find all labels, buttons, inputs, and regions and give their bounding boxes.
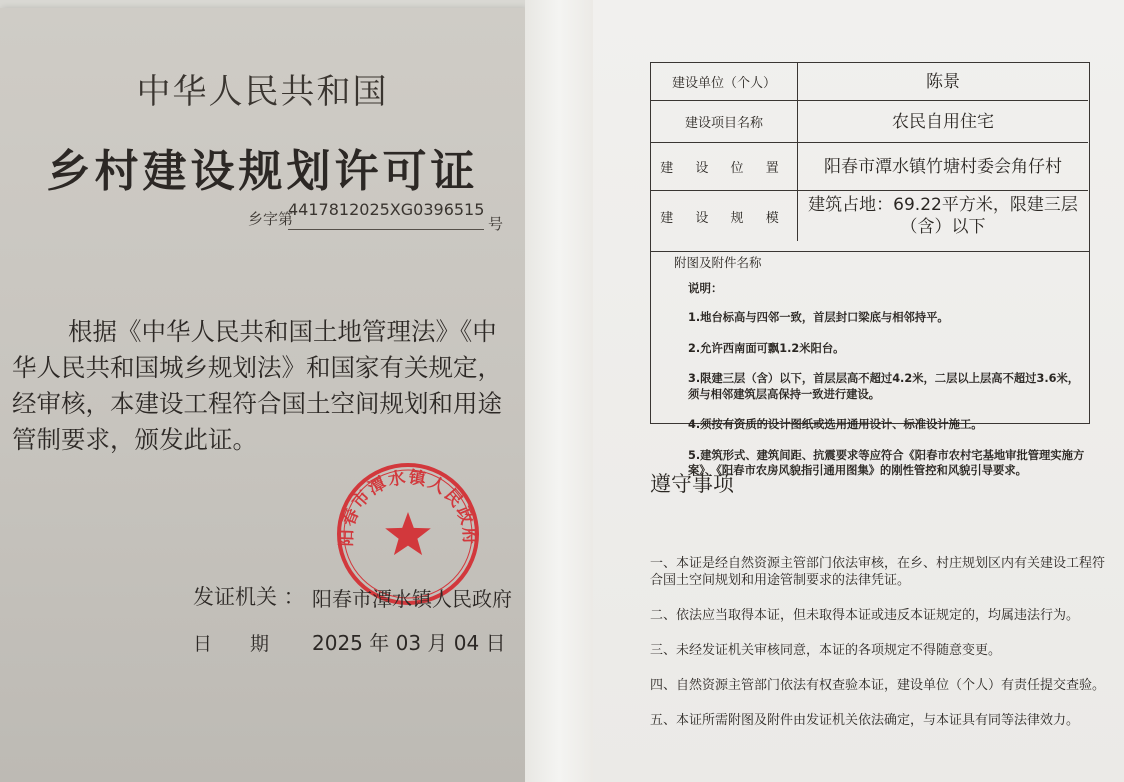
row-value: 建筑占地：69.22平方米，限建三层（含）以下 xyxy=(808,195,1078,237)
notes-heading: 说明： xyxy=(688,281,723,295)
number-suffix: 号 xyxy=(488,215,504,233)
certificate-body: 根据《中华人民共和国土地管理法》《中华人民共和国城乡规划法》和国家有关规定，经审核，本建设工程符合国土空间规划和用途管制要求，颁发此证。 xyxy=(12,317,502,454)
table-row xyxy=(651,63,1088,101)
seal-text: 阳春市潭水镇人民政府 xyxy=(336,467,480,547)
note-item: 1.地台标高与四邻一致，首层封口梁底与相邻持平。 xyxy=(688,311,949,325)
table-row xyxy=(651,191,1088,241)
number-label: 乡字第 xyxy=(248,210,294,228)
country-heading: 中华人民共和国 xyxy=(136,72,389,112)
table-row xyxy=(651,101,1088,143)
issuer-value: 阳春市潭水镇人民政府 xyxy=(312,587,512,611)
row-key: 建设项目名称 xyxy=(651,101,798,142)
note-item: 3.限建三层（含）以下，首层层高不超过4.2米，二层以上层高不超过3.6米，须与相邻建筑层高保持一致进行建设。 xyxy=(688,372,1080,401)
book-gutter xyxy=(525,0,593,782)
project-info-table xyxy=(650,62,1090,252)
row-key: 建 设 规 模 xyxy=(651,191,798,241)
row-key: 建设单位（个人） xyxy=(651,63,798,100)
row-value: 农民自用住宅 xyxy=(892,111,994,132)
row-value: 陈景 xyxy=(926,71,960,92)
table-row xyxy=(651,143,1088,191)
date-label: 日期 xyxy=(193,633,308,655)
note-item: 2.允许西南面可飘1.2米阳台。 xyxy=(688,341,845,355)
row-value: 阳春市潭水镇竹塘村委会角仔村 xyxy=(824,156,1062,177)
certificate-title: 乡村建设规划许可证 xyxy=(46,146,479,197)
compliance-item: 五、本证所需附图及附件由发证机关依法确定，与本证具有同等法律效力。 xyxy=(650,713,1080,728)
compliance-title: 遵守事项 xyxy=(650,472,734,496)
row-key: 建 设 位 置 xyxy=(651,143,798,190)
date-value: 2025 年 03 月 04 日 xyxy=(312,631,506,655)
compliance-list xyxy=(650,537,1110,747)
certificate-number: 4417812025XG0396515 xyxy=(288,200,485,219)
note-item: 5.建筑形式、建筑间距、抗震要求等应符合《阳春市农村宅基地审批管理实施方案》、《阳春市农房风貌指引通用图集》的刚性管控和风貌引导要求。 xyxy=(688,448,1085,478)
attachment-title: 附图及附件名称 xyxy=(674,255,762,270)
compliance-item: 一、本证是经自然资源主管部门依法审核，在乡、村庄规划区内有关建设工程符合国土空间规划和用途管制要求的法律凭证。 xyxy=(650,555,1106,588)
compliance-item: 二、依法应当取得本证，但未取得本证或违反本证规定的，均属违法行为。 xyxy=(650,608,1080,623)
compliance-item: 四、自然资源主管部门依法有权查验本证，建设单位（个人）有责任提交查验。 xyxy=(650,678,1106,693)
notes-list xyxy=(688,295,1088,494)
issuer-label: 发证机关 ： xyxy=(193,585,305,609)
compliance-item: 三、未经发证机关审核同意，本证的各项规定不得随意变更。 xyxy=(650,643,1002,658)
note-item: 4.须按有资质的设计图纸或选用通用设计、标准设计施工。 xyxy=(688,418,983,432)
number-underline xyxy=(288,229,484,230)
